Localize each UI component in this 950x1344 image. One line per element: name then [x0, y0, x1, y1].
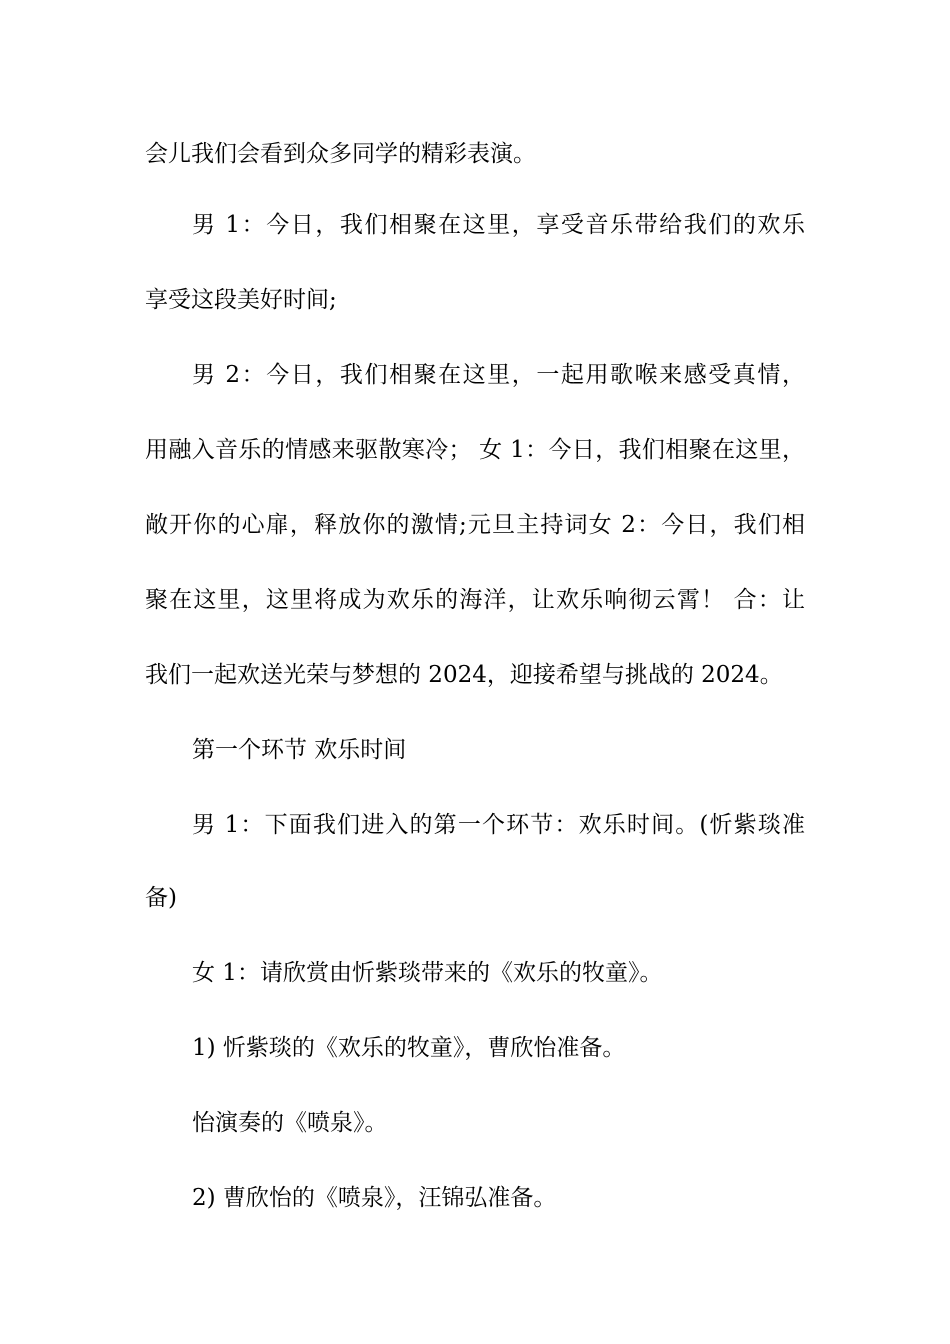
dialogue-line	[0, 355, 950, 395]
dialogue-line	[0, 805, 950, 845]
line-text: 聚在这里，这里将成为欢乐的海洋，让欢乐响彻云霄！ 合：让	[145, 587, 805, 613]
program-item: 1) 忻紫琰的《欢乐的牧童》，曹欣怡准备。	[192, 1035, 626, 1061]
text-line	[0, 430, 950, 470]
text-line: 我们一起欢送光荣与梦想的 2024，迎接希望与挑战的 2024。	[145, 662, 783, 688]
program-item: 2) 曹欣怡的《喷泉》，汪锦弘准备。	[192, 1185, 557, 1211]
dialogue-text: 男 1：下面我们进入的第一个环节：欢乐时间。(忻紫琰准	[192, 812, 805, 838]
dialogue-text: 男 1：今日，我们相聚在这里，享受音乐带给我们的欢乐	[192, 212, 805, 238]
text-line	[0, 505, 950, 545]
text-line: 怡演奏的《喷泉》。	[192, 1110, 388, 1136]
dialogue-line: 女 1：请欣赏由忻紫琰带来的《欢乐的牧童》。	[192, 960, 663, 986]
text-line: 备)	[145, 885, 177, 911]
text-line	[0, 580, 950, 620]
dialogue-line	[0, 205, 950, 245]
line-text: 用融入音乐的情感来驱散寒冷； 女 1：今日，我们相聚在这里，	[145, 437, 805, 463]
line-text: 敞开你的心扉，释放你的激情;元旦主持词女 2：今日，我们相	[145, 512, 805, 538]
section-heading: 第一个环节 欢乐时间	[192, 737, 407, 763]
dialogue-text: 男 2：今日，我们相聚在这里，一起用歌喉来感受真情，	[192, 362, 805, 388]
text-line: 会儿我们会看到众多同学的精彩表演。	[145, 141, 536, 167]
text-line: 享受这段美好时间;	[145, 287, 337, 313]
